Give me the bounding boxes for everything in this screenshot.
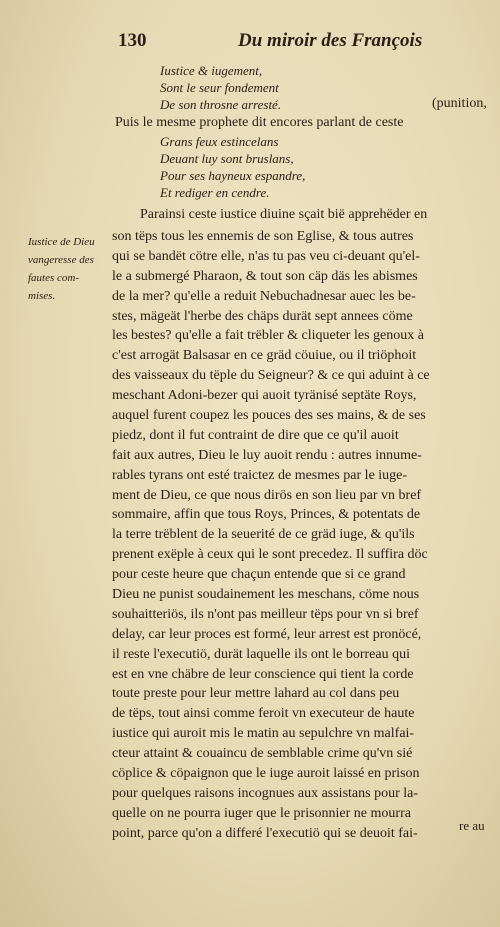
running-title: Du miroir des François — [238, 30, 423, 51]
text-line: rables tyrans ont esté traictez de mesmes par le iuge- — [112, 467, 408, 483]
text-line: souhaitteriös, ils n'ont pas meilleur tëps pour vn si bref — [112, 606, 419, 622]
text-line: pour quelques raisons incognues aux assistans pour la- — [112, 785, 418, 801]
text-line: quelle on ne pourra iuger que le prisonnier ne mourra — [112, 805, 411, 821]
text-line: des vaisseaux du tëple du Seigneur? & ce qui aduint à ce — [112, 368, 430, 384]
verse-line: Et rediger en cendre. — [160, 185, 270, 200]
text-line: Dieu ne punist soudainement les meschans, cöme nous — [112, 587, 420, 603]
text-line: sommaire, affin que tous Roys, Princes, & potentats de — [112, 507, 421, 523]
text-line: cteur attaint & couaincu de semblable crime qu'vn sié — [112, 746, 413, 762]
margin-note — [28, 233, 118, 305]
page-header — [0, 30, 500, 54]
text-line: son tëps tous les ennemis de son Eglise, & tous autres — [112, 229, 414, 244]
text-line: fait aux autres, Dieu le luy auoit rendu : autres innume- — [112, 447, 422, 463]
text-line: pour ceste heure que chaçun entende que si ce grand — [112, 567, 406, 583]
text-line: c'est arrogät Balsasar en ce gräd cöuiue, ou il triöphoit — [112, 348, 417, 364]
text-line: ment de Dieu, ce que nous dirös en son lieu par vn bref — [112, 487, 422, 503]
prose-transition-line: Puis le mesme prophete dit encores parlant de ceste — [115, 115, 404, 130]
verse-line: Grans feux estincelans — [160, 134, 279, 149]
paragraph-first-line: Parainsi ceste iustice diuine sçait bië apprehëder en — [140, 207, 428, 222]
prose-transition-block — [115, 113, 500, 133]
text-line: piedz, dont il fut contraint de dire que ce qu'il auoit — [112, 427, 399, 443]
punition-word: (punition, — [432, 96, 487, 111]
text-line: qui se bandët cötre elle, n'as tu pas veu ci-deuant qu'el- — [112, 248, 420, 264]
text-line: delay, car leur proces est formé, leur arrest est pronöcé, — [112, 626, 422, 642]
text-line: point, parce qu'on a differé l'executiö qui se deuoit fai- — [112, 825, 418, 841]
text-line: de tëps, tout ainsi comme feroit vn executeur de haute — [112, 706, 415, 722]
verse-bottom — [160, 133, 500, 201]
text-line: toute preste pour leur mettre lahard au col dans peu — [112, 686, 400, 702]
text-line: prenent exëple à ceux qui le sont precedez. Il suffira döc — [112, 547, 428, 563]
verse-line: Sont le seur fondement — [160, 80, 279, 95]
catchword: re au — [459, 818, 485, 833]
verse-line: Pour ses hayneux espandre, — [160, 168, 306, 183]
text-line: auquel furent coupez les pouces des ses mains, & de ses — [112, 408, 426, 424]
verse-line: De son throsne arresté. — [160, 97, 282, 112]
body-text — [112, 227, 497, 844]
text-line: la terre trëblent de la seuerité de ce gräd iuge, & qu'ils — [112, 527, 415, 543]
text-line: les bestes? qu'elle a fait trëbler & cliqueter les genoux à — [112, 328, 424, 344]
verse-line: Deuant luy sont bruslans, — [160, 151, 294, 166]
text-line: est en vne chäbre de leur conscience qui tient la corde — [112, 666, 414, 682]
margin-note-line: mises. — [28, 290, 56, 302]
page-number: 130 — [118, 30, 147, 51]
verse-line: Iustice & iugement, — [160, 63, 263, 78]
text-line: cöplice & cöpaignon que le iuge auroit laissé en prison — [112, 766, 420, 782]
text-line: iustice qui auroit mis le matin au sepulchre vn malfai- — [112, 726, 415, 742]
margin-note-line: vangeresse des — [28, 254, 94, 266]
margin-note-line: fautes com- — [28, 272, 80, 284]
text-line: de la mer? qu'elle a reduit Nebuchadnesar auec les be- — [112, 288, 416, 304]
text-line: il reste l'executiö, durät laquelle ils ont le borreau qui — [112, 646, 410, 662]
text-line: stes, mägeät l'herbe des chäps durät sept annees cöme — [112, 308, 413, 324]
margin-note-line: Iustice de Dieu — [28, 236, 95, 248]
text-line: le a submergé Pharaon, & tout son cäp däs les abismes — [112, 268, 418, 284]
text-line: meschant Adoni-bezer qui auoit tyränisé septäte Roys, — [112, 388, 417, 404]
